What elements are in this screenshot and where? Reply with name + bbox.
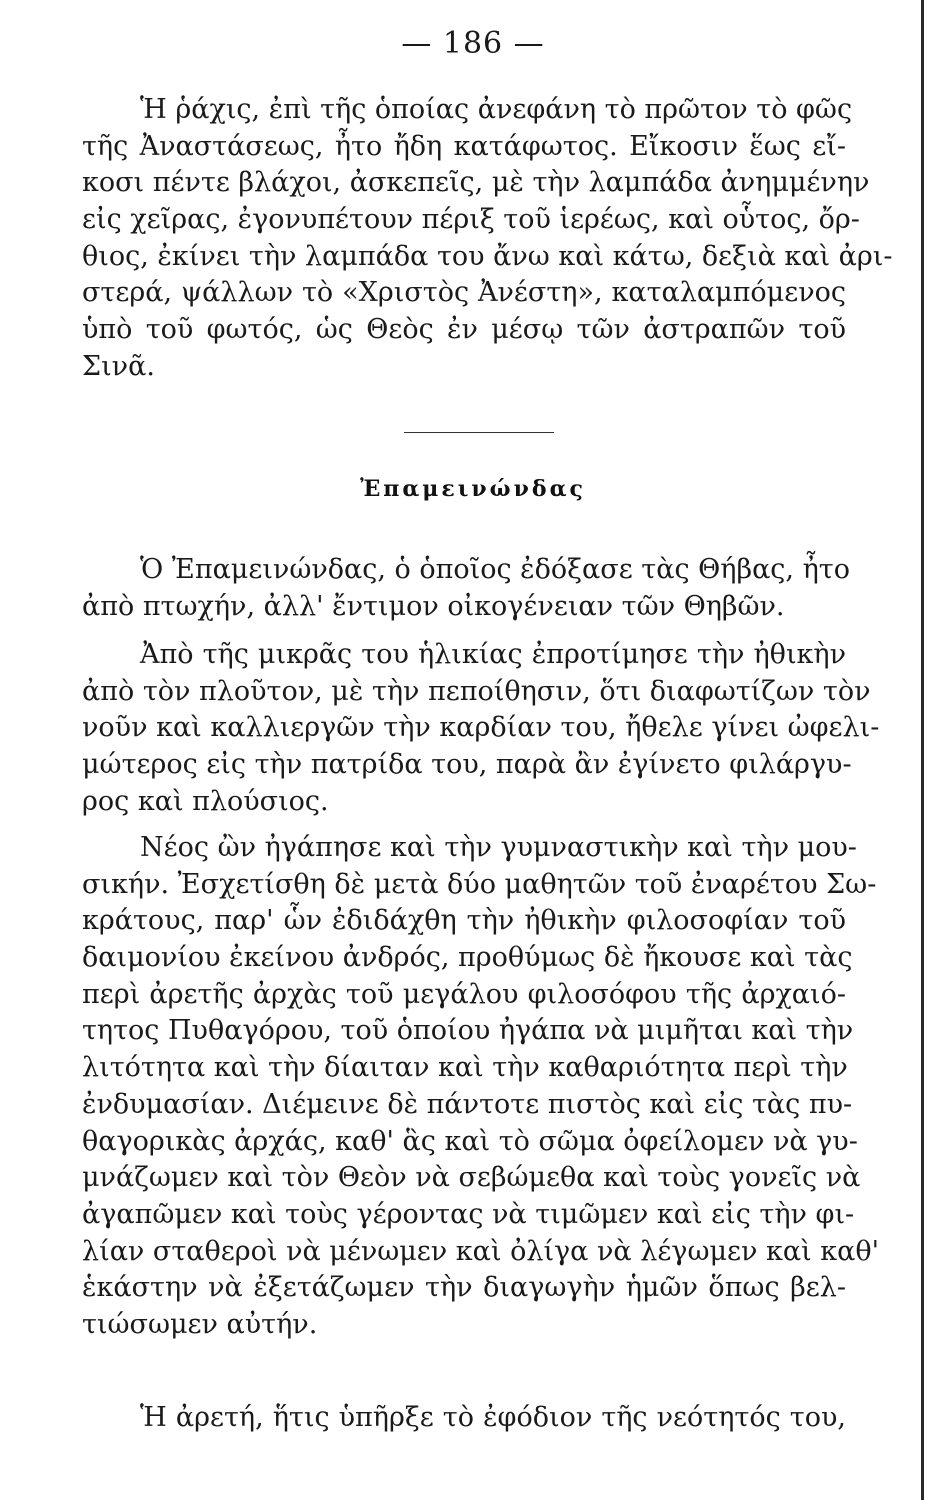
text-line: θαγορικὰς ἀρχάς, καθ' ἃς καὶ τὸ σῶμα ὀφείλομεν νὰ γυ- [82,1125,858,1157]
paragraph-4 [82,830,880,1344]
page-edge [921,0,924,1500]
text-line: ἀπὸ πτωχήν, ἀλλ' ἔντιμον οἰκογένειαν τῶν Θηβῶν. [82,590,785,622]
text-line: εἰς χεῖρας, ἐγονυπέτουν πέριξ τοῦ ἱερέως, καὶ οὗτος, ὄρ- [82,204,860,236]
page-number: — 186 — [401,26,545,61]
text-line: μώτερος εἰς τὴν πατρίδα του, παρὰ ἂν ἐγίνετο φιλάργυ- [82,749,852,781]
text-line: τητος Πυθαγόρου, τοῦ ὁποίου ἠγάπα νὰ μιμῆται καὶ τὴν [82,1015,854,1047]
text-line: Ἡ ῥάχις, ἐπὶ τῆς ὁποίας ἀνεφάνη τὸ πρῶτον τὸ φῶς [140,94,853,125]
text-line: κοσι πέντε βλάχοι, ἀσκεπεῖς, μὲ τὴν λαμπάδα ἀνημμένην [82,167,870,199]
paragraph-1 [82,92,893,386]
text-line: Ἀπὸ τῆς μικρᾶς του ἡλικίας ἐπροτίμησε τὴν ἠθικὴν [140,639,846,670]
text-line: ἐνδυμασίαν. Διέμεινε δὲ πάντοτε πιστὸς καὶ εἰς τὰς πυ- [82,1088,853,1120]
paragraph-5 [82,1400,846,1437]
section-heading: Ἐπαμεινώνδας [360,476,586,502]
text-line: Σινᾶ. [82,350,155,382]
text-line: Νέος ὢν ἠγάπησε καὶ τὴν γυμναστικὴν καὶ τὴν μου- [140,832,857,863]
text-line: λίαν σταθεροὶ νὰ μένωμεν καὶ ὀλίγα νὰ λέγωμεν καὶ καθ' [82,1235,880,1267]
text-line: ἀγαπῶμεν καὶ τοὺς γέροντας νὰ τιμῶμεν καὶ εἰς τὴν φι- [82,1198,855,1230]
text-line: νοῦν καὶ καλλιεργῶν τὴν καρδίαν του, ἤθελε γίνει ὠφελι- [82,712,880,744]
text-line: Ὁ Ἐπαμεινώνδας, ὁ ὁποῖος ἐδόξασε τὰς Θήβας, ἦτο [140,554,850,585]
text-line: ὑπὸ τοῦ φωτός, ὡς Θεὸς ἐν μέσῳ τῶν ἀστραπῶν τοῦ [82,314,846,346]
text-line: θιος, ἐκίνει τὴν λαμπάδα του ἄνω καὶ κάτω, δεξιὰ καὶ ἀρι- [82,240,893,272]
text-line: ἀπὸ τὸν πλοῦτον, μὲ τὴν πεποίθησιν, ὅτι διαφωτίζων τὸν [82,675,871,707]
text-line: λιτότητα καὶ τὴν δίαιταν καὶ τὴν καθαριότητα περὶ τὴν [82,1052,848,1084]
text-line: μνάζωμεν καὶ τὸν Θεὸν νὰ σεβώμεθα καὶ τοὺς γονεῖς νὰ [82,1162,861,1194]
section-divider [404,432,554,433]
text-line: σικήν. Ἐσχετίσθη δὲ μετὰ δύο μαθητῶν τοῦ ἐναρέτου Σω- [82,868,877,900]
text-line: στερά, ψάλλων τὸ «Χριστὸς Ἀνέστη», καταλαμπόμενος [82,277,846,309]
text-line: ρος καὶ πλούσιος. [82,785,329,817]
text-line: τιώσωμεν αὐτήν. [82,1308,318,1340]
text-line: δαιμονίου ἐκείνου ἀνδρός, προθύμως δὲ ἤκουσε καὶ τὰς [82,942,853,974]
text-line: τῆς Ἀναστάσεως, ἦτο ἤδη κατάφωτος. Εἴκοσιν ἕως εἴ- [82,130,846,162]
text-line: κράτους, παρ' ὧν ἐδιδάχθη τὴν ἠθικὴν φιλοσοφίαν τοῦ [82,905,846,937]
paragraph-3 [82,637,880,820]
paragraph-2 [82,552,850,625]
text-line: Ἡ ἀρετή, ἥτις ὑπῆρξε τὸ ἐφόδιον τῆς νεότητός του, [140,1402,846,1433]
text-line: ἑκάστην νὰ ἐξετάζωμεν τὴν διαγωγὴν ἡμῶν ὅπως βελ- [82,1272,846,1304]
text-line: περὶ ἀρετῆς ἀρχὰς τοῦ μεγάλου φιλοσόφου τῆς ἀρχαιό- [82,978,846,1010]
